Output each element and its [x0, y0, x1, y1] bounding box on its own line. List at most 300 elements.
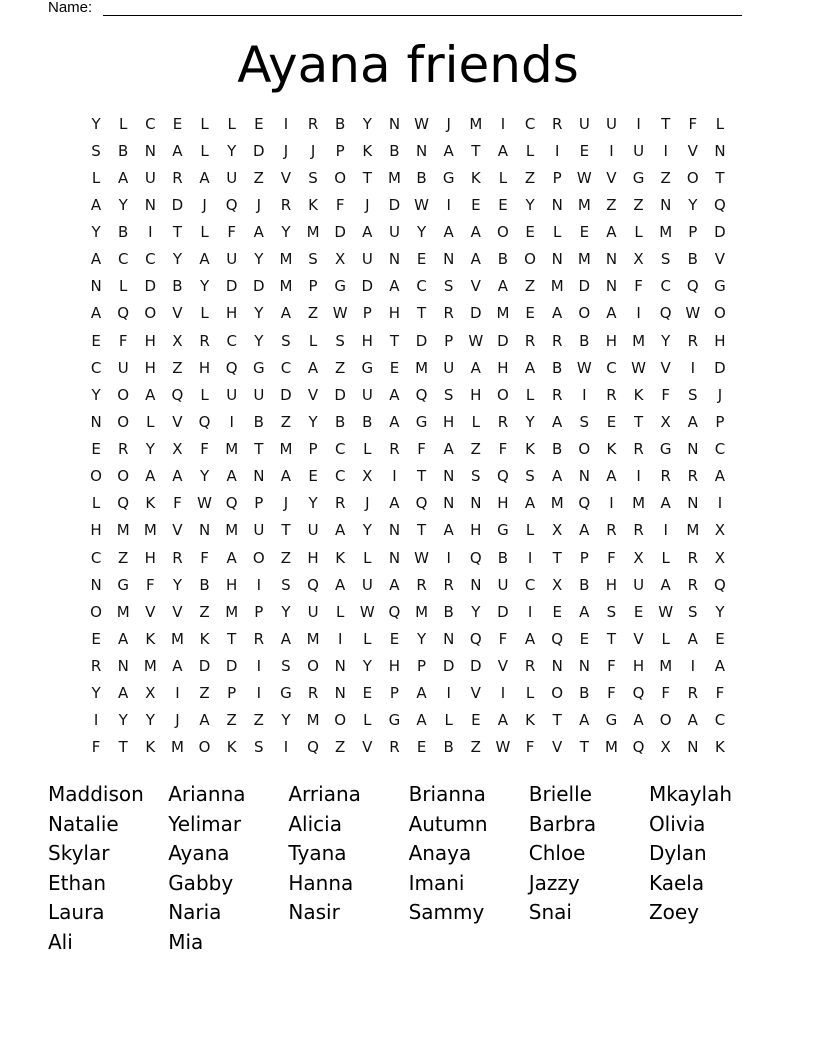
grid-letter: R [172, 548, 183, 567]
word-list-item: Mkaylah [648, 782, 733, 806]
word-list-item: Chloe [528, 841, 586, 866]
grid-letter: Z [253, 168, 264, 187]
grid-letter: Y [199, 467, 210, 486]
grid-letter: X [660, 412, 671, 431]
grid-letter: Q [117, 304, 130, 323]
word-list-item: Ayana [168, 841, 230, 866]
grid-letter: A [280, 467, 292, 486]
grid-letter: X [714, 548, 726, 567]
grid-letter: C [280, 358, 292, 377]
grid-letter: K [199, 629, 210, 648]
grid-letter: A [335, 521, 346, 540]
grid-letter: I [554, 141, 560, 160]
grid-letter: A [443, 521, 454, 540]
grid-letter: I [582, 385, 587, 404]
grid-letter: M [550, 494, 564, 513]
grid-letter: R [416, 575, 427, 594]
grid-letter: X [172, 440, 183, 458]
grid-letter: B [497, 548, 509, 567]
grid-letter: L [200, 385, 209, 404]
word-list-item: Gabby [168, 870, 234, 895]
grid-letter: W [631, 358, 646, 377]
grid-letter: M [577, 195, 591, 214]
grid-letter: F [498, 629, 508, 648]
grid-letter: N [415, 141, 428, 160]
grid-letter: K [362, 141, 373, 160]
grid-letter: N [687, 440, 699, 458]
grid-letter: A [552, 412, 563, 431]
grid-letter: Y [145, 711, 155, 730]
word-list-item: Ethan [48, 870, 107, 895]
grid-letter: A [660, 575, 671, 594]
grid-letter: I [663, 141, 668, 160]
grid-letter: P [254, 602, 264, 621]
grid-letter: E [91, 331, 101, 350]
grid-letter: N [687, 738, 699, 757]
grid-letter: D [253, 141, 265, 160]
grid-letter: Y [416, 629, 427, 648]
grid-letter: J [365, 494, 370, 513]
grid-letter: F [145, 575, 155, 594]
grid-letter: H [497, 494, 509, 513]
grid-letter: N [388, 114, 401, 133]
grid-letter: M [225, 521, 239, 540]
grid-letter: I [636, 304, 641, 323]
grid-letter: Z [335, 738, 346, 757]
grid-letter: N [470, 494, 482, 513]
grid-letter: Q [307, 575, 319, 594]
grid-letter: E [525, 223, 535, 241]
grid-letter: I [283, 738, 289, 757]
grid-letter: Y [715, 602, 725, 621]
grid-letter: W [576, 168, 592, 187]
grid-letter: R [307, 684, 319, 703]
grid-letter: D [470, 657, 482, 675]
grid-letter: D [442, 657, 455, 675]
grid-letter: U [361, 250, 373, 269]
grid-letter: Y [91, 114, 101, 133]
grid-letter: H [470, 521, 482, 540]
grid-letter: A [497, 711, 509, 730]
grid-letter: K [145, 738, 156, 757]
grid-letter: E [579, 141, 590, 160]
grid-letter: H [388, 304, 401, 323]
page-title: Ayana friends [237, 36, 579, 94]
grid-letter: D [714, 358, 726, 377]
word-list-item: Zoey [648, 900, 700, 925]
grid-letter: F [607, 684, 616, 703]
grid-letter: H [198, 358, 211, 377]
grid-letter: L [525, 141, 535, 160]
grid-letter: N [144, 141, 156, 160]
grid-letter: F [634, 277, 643, 296]
grid-letter: A [307, 358, 319, 377]
grid-letter: X [660, 738, 671, 757]
grid-letter: R [443, 304, 454, 323]
grid-letter: Z [524, 168, 536, 187]
grid-letter: M [279, 250, 293, 269]
grid-letter: I [256, 657, 262, 675]
grid-letter: Q [686, 277, 699, 296]
grid-letter: N [443, 250, 455, 269]
grid-letter: F [91, 738, 101, 757]
grid-letter: D [144, 277, 157, 296]
grid-letter: A [118, 629, 129, 648]
grid-letter: M [116, 602, 130, 621]
grid-letter: T [579, 738, 589, 757]
grid-letter: Q [307, 738, 319, 757]
grid-letter: U [361, 385, 373, 404]
grid-letter: M [387, 168, 401, 187]
grid-letter: G [253, 358, 265, 377]
grid-letter: V [714, 250, 726, 269]
grid-letter: M [469, 114, 483, 133]
grid-letter: F [525, 738, 535, 757]
grid-letter: K [308, 195, 318, 214]
grid-letter: E [715, 629, 725, 648]
grid-letter: F [607, 548, 616, 567]
grid-letter: A [280, 629, 292, 648]
grid-letter: N [443, 467, 455, 486]
grid-letter: A [633, 711, 644, 730]
grid-letter: R [117, 440, 129, 458]
grid-letter: E [471, 195, 481, 214]
grid-letter: K [470, 168, 481, 187]
grid-letter: R [253, 629, 265, 648]
grid-letter: N [470, 575, 482, 594]
grid-letter: A [470, 358, 481, 377]
grid-letter: N [90, 277, 102, 296]
grid-letter: Y [416, 223, 427, 241]
grid-letter: M [306, 711, 320, 730]
grid-letter: M [577, 250, 591, 269]
grid-letter: A [226, 467, 237, 486]
grid-letter: A [90, 195, 102, 214]
grid-letter: E [471, 711, 481, 730]
grid-letter: M [306, 629, 320, 648]
grid-letter: Q [714, 575, 726, 594]
grid-letter: M [170, 738, 184, 757]
grid-letter: Z [199, 684, 210, 703]
grid-letter: F [335, 195, 345, 214]
grid-letter: W [359, 602, 375, 621]
grid-letter: L [363, 629, 372, 648]
grid-letter: D [714, 223, 726, 241]
grid-letter: Q [198, 412, 211, 431]
grid-letter: K [525, 711, 535, 730]
grid-letter: K [335, 548, 346, 567]
grid-letter: B [552, 440, 563, 458]
grid-letter: G [117, 575, 129, 594]
grid-letter: Y [688, 195, 698, 214]
grid-letter: R [551, 114, 563, 133]
grid-letter: C [90, 358, 102, 377]
grid-letter: P [417, 657, 427, 675]
grid-letter: M [116, 521, 130, 540]
grid-letter: N [578, 657, 590, 675]
grid-letter: S [606, 602, 617, 621]
grid-letter: Y [525, 412, 535, 431]
grid-letter: W [495, 738, 511, 757]
grid-letter: E [389, 629, 400, 648]
grid-letter: A [416, 684, 427, 703]
grid-letter: S [281, 657, 291, 675]
grid-letter: A [118, 684, 129, 703]
grid-letter: I [446, 195, 451, 214]
grid-letter: K [606, 440, 617, 458]
grid-letter: N [388, 548, 401, 567]
grid-letter: V [470, 277, 481, 296]
grid-letter: G [497, 521, 509, 540]
grid-letter: G [334, 277, 346, 296]
grid-letter: Q [497, 467, 509, 486]
word-list-item: Imani [408, 870, 465, 895]
grid-letter: O [144, 304, 157, 323]
grid-letter: L [200, 141, 209, 160]
grid-letter: O [578, 440, 591, 458]
grid-letter: M [225, 440, 239, 458]
grid-letter: A [335, 575, 346, 594]
grid-letter: S [688, 385, 698, 404]
word-list-item: Natalie [48, 811, 119, 836]
grid-letter: I [500, 684, 506, 703]
grid-letter: Z [280, 548, 292, 567]
grid-letter: O [659, 711, 672, 730]
grid-letter: Q [117, 494, 130, 513]
grid-letter: C [334, 467, 346, 486]
grid-letter: Y [281, 602, 291, 621]
grid-letter: P [362, 304, 372, 323]
grid-letter: Q [388, 602, 401, 621]
grid-letter: F [688, 114, 698, 133]
grid-letter: C [660, 277, 671, 296]
grid-letter: B [118, 223, 129, 241]
grid-letter: X [362, 467, 373, 486]
grid-letter: C [226, 331, 237, 350]
grid-letter: L [525, 684, 535, 703]
grid-letter: U [633, 575, 645, 594]
grid-letter: E [416, 738, 427, 757]
grid-letter: G [388, 711, 401, 730]
grid-letter: V [307, 385, 319, 404]
grid-letter: I [446, 684, 451, 703]
grid-letter: R [172, 168, 183, 187]
grid-letter: W [414, 114, 429, 133]
grid-letter: A [90, 304, 102, 323]
grid-letter: E [91, 440, 101, 458]
grid-letter: R [524, 331, 536, 350]
grid-letter: S [443, 277, 454, 296]
grid-letter: L [715, 114, 725, 133]
grid-letter: Z [633, 195, 644, 214]
grid-letter: L [119, 114, 128, 133]
grid-letter: T [552, 711, 562, 730]
grid-letter: W [685, 304, 701, 323]
grid-letter: A [280, 304, 292, 323]
grid-letter: Y [145, 440, 155, 458]
grid-letter: C [606, 358, 617, 377]
grid-letter: V [145, 602, 156, 621]
grid-letter: F [118, 331, 128, 350]
grid-letter: L [661, 629, 670, 648]
grid-letter: N [551, 657, 563, 675]
grid-letter: N [90, 575, 102, 594]
grid-letter: M [279, 277, 293, 296]
letter-grid [83, 111, 734, 762]
grid-letter: B [335, 114, 346, 133]
grid-letter: S [281, 575, 291, 594]
grid-letter: W [197, 494, 212, 513]
grid-letter: H [144, 548, 156, 567]
grid-letter: T [633, 412, 644, 431]
grid-letter: Y [281, 711, 291, 730]
grid-letter: I [175, 684, 180, 703]
grid-letter: M [306, 223, 320, 241]
grid-letter: T [471, 141, 481, 160]
grid-letter: R [443, 575, 454, 594]
grid-letter: H [443, 412, 455, 431]
grid-letter: Z [335, 358, 346, 377]
grid-letter: Q [225, 195, 238, 214]
grid-letter: I [717, 494, 723, 513]
grid-letter: P [308, 277, 318, 296]
grid-letter: L [363, 548, 372, 567]
grid-letter: U [361, 575, 373, 594]
grid-letter: E [579, 223, 590, 241]
grid-letter: Q [551, 629, 564, 648]
grid-letter: L [363, 711, 372, 730]
grid-letter: Z [280, 412, 292, 431]
grid-letter: K [715, 738, 725, 757]
grid-letter: L [634, 223, 643, 241]
grid-letter: O [497, 223, 509, 241]
grid-letter: R [606, 521, 617, 540]
grid-letter: Y [118, 195, 128, 214]
grid-letter: N [253, 467, 265, 486]
grid-letter: C [524, 575, 536, 594]
grid-letter: Y [281, 223, 291, 241]
grid-letter: A [389, 494, 400, 513]
grid-letter: L [525, 385, 535, 404]
grid-letter: I [636, 467, 641, 486]
grid-letter: X [552, 575, 563, 594]
grid-letter: O [117, 467, 130, 486]
grid-letter: L [336, 602, 345, 621]
grid-letter: J [365, 195, 370, 214]
word-list-item: Jazzy [528, 870, 580, 895]
grid-letter: W [414, 195, 429, 214]
grid-letter: H [497, 358, 509, 377]
grid-letter: H [470, 385, 482, 404]
grid-letter: A [389, 575, 400, 594]
word-list-item: Mia [168, 929, 204, 954]
grid-letter: P [254, 494, 264, 513]
grid-letter: D [388, 195, 401, 214]
grid-letter: R [307, 114, 319, 133]
word-list-item: Kaela [648, 870, 705, 895]
grid-letter: Q [632, 684, 645, 703]
grid-letter: L [200, 223, 209, 241]
word-list-item: Nasir [288, 900, 340, 925]
grid-letter: Y [91, 385, 101, 404]
grid-letter: M [279, 440, 293, 458]
grid-letter: A [416, 711, 427, 730]
grid-letter: L [525, 521, 535, 540]
grid-letter: B [443, 602, 454, 621]
grid-letter: M [143, 521, 157, 540]
grid-letter: G [361, 358, 374, 377]
grid-letter: S [91, 141, 101, 160]
word-list-item: Alicia [288, 811, 342, 836]
grid-letter: D [225, 277, 238, 296]
grid-letter: N [551, 250, 563, 269]
grid-letter: A [443, 223, 454, 241]
grid-letter: A [199, 711, 210, 730]
grid-letter: E [606, 412, 617, 431]
grid-letter: A [552, 304, 563, 323]
grid-letter: N [198, 521, 211, 540]
grid-letter: K [145, 494, 156, 513]
grid-letter: V [687, 141, 698, 160]
grid-letter: O [524, 250, 536, 269]
grid-letter: Y [254, 250, 264, 269]
grid-letter: A [606, 223, 617, 241]
grid-letter: H [307, 548, 319, 567]
grid-letter: X [633, 548, 644, 567]
grid-letter: A [497, 141, 509, 160]
grid-letter: A [524, 494, 536, 513]
grid-letter: G [415, 412, 428, 431]
grid-letter: V [172, 412, 183, 431]
word-list-item: Autumn [408, 811, 488, 836]
grid-letter: L [200, 304, 209, 323]
grid-letter: X [335, 250, 346, 269]
grid-letter: Q [415, 494, 428, 513]
word-list-item: Arianna [168, 782, 246, 806]
grid-letter: T [661, 114, 671, 133]
grid-letter: B [199, 575, 210, 594]
grid-letter: T [389, 331, 400, 350]
grid-letter: N [605, 250, 618, 269]
grid-letter: F [227, 223, 236, 241]
grid-letter: I [283, 114, 289, 133]
grid-letter: P [579, 548, 589, 567]
grid-letter: B [172, 277, 183, 296]
grid-letter: B [335, 412, 346, 431]
grid-letter: E [525, 304, 535, 323]
grid-letter: J [446, 114, 451, 133]
grid-letter: K [145, 629, 156, 648]
grid-letter: X [714, 521, 726, 540]
grid-letter: Q [225, 494, 238, 513]
grid-letter: R [687, 548, 699, 567]
grid-letter: B [579, 331, 590, 350]
grid-letter: N [660, 195, 672, 214]
grid-letter: Y [118, 711, 128, 730]
grid-letter: N [334, 657, 346, 675]
grid-letter: M [225, 602, 239, 621]
grid-letter: Q [171, 385, 184, 404]
name-blank-line [103, 15, 742, 16]
grid-letter: I [690, 657, 696, 675]
grid-letter: E [172, 114, 183, 133]
grid-letter: H [632, 657, 645, 675]
grid-letter: A [199, 250, 210, 269]
grid-letter: L [363, 440, 372, 458]
grid-letter: O [90, 467, 102, 486]
grid-letter: R [389, 738, 400, 757]
grid-letter: T [606, 629, 617, 648]
